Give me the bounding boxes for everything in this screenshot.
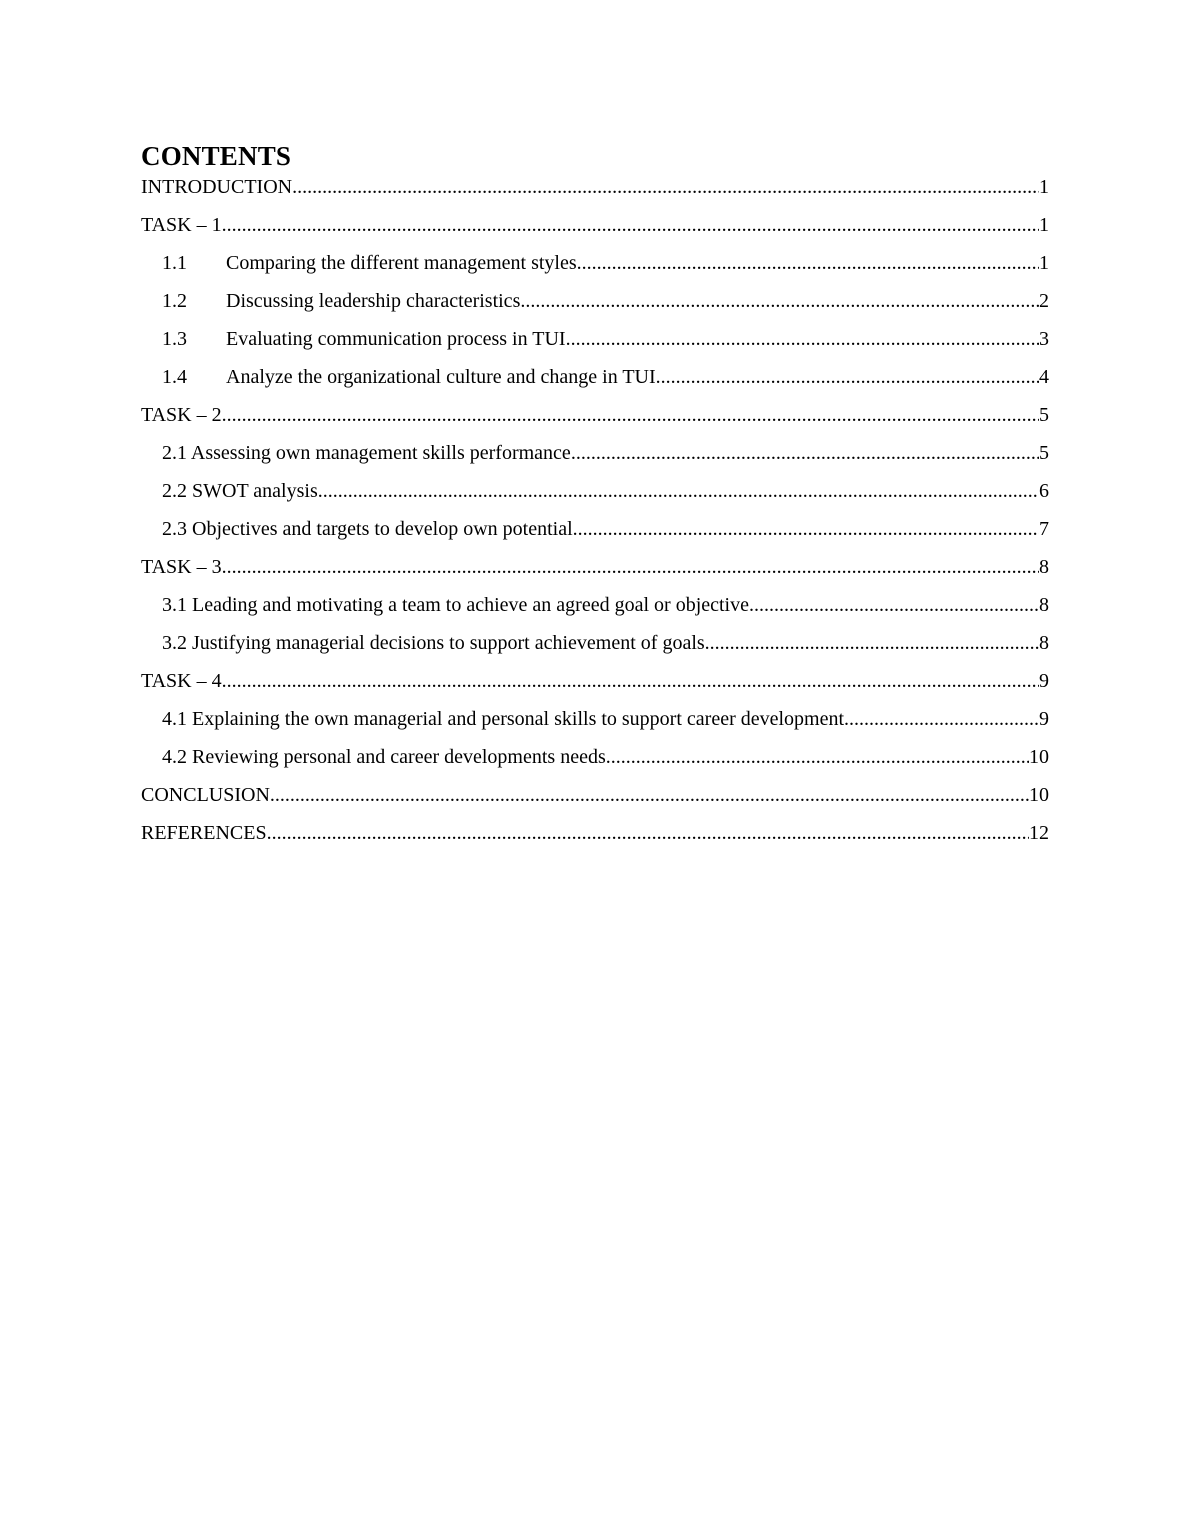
toc-entry-1-3[interactable] bbox=[141, 326, 1049, 364]
toc-page-number: 8 bbox=[1039, 556, 1049, 578]
toc-entry-text: INTRODUCTION bbox=[141, 176, 293, 198]
toc-entry-introduction[interactable] bbox=[141, 174, 1049, 212]
toc-entry-text: 4.1 Explaining the own managerial and personal skills to support career development bbox=[162, 708, 845, 730]
toc-title: CONTENTS bbox=[141, 141, 292, 171]
toc-entry-text: 2.1 Assessing own management skills performance bbox=[162, 442, 571, 464]
toc-entry-number: 1.3 bbox=[162, 328, 187, 350]
toc-entry-task-3[interactable] bbox=[141, 554, 1049, 592]
toc-dot-leader bbox=[571, 440, 1039, 466]
toc-entry-4-2[interactable] bbox=[141, 744, 1049, 782]
toc-entry-number: 1.1 bbox=[162, 252, 187, 274]
toc-dot-leader bbox=[222, 212, 1039, 238]
toc-page-number: 8 bbox=[1039, 632, 1049, 654]
toc-dot-leader bbox=[656, 364, 1039, 390]
toc-dot-leader bbox=[844, 706, 1039, 732]
toc-page-number: 5 bbox=[1039, 442, 1049, 464]
toc-dot-leader bbox=[222, 402, 1039, 428]
toc-dot-leader bbox=[270, 782, 1029, 808]
toc-entry-1-4[interactable] bbox=[141, 364, 1049, 402]
toc-dot-leader bbox=[292, 174, 1039, 200]
toc-dot-leader bbox=[222, 554, 1039, 580]
toc-entry-text: 3.2 Justifying managerial decisions to support achievement of goals bbox=[162, 632, 705, 654]
toc-entry-1-1[interactable] bbox=[141, 250, 1049, 288]
toc-entry-text: 3.1 Leading and motivating a team to achieve an agreed goal or objective bbox=[162, 594, 749, 616]
toc-entry-4-1[interactable] bbox=[141, 706, 1049, 744]
table-of-contents bbox=[141, 140, 1049, 858]
toc-entry-task-4[interactable] bbox=[141, 668, 1049, 706]
toc-entry-text: Comparing the different management styles bbox=[226, 252, 577, 274]
toc-page-number: 10 bbox=[1029, 784, 1049, 806]
toc-entry-text: TASK – 2 bbox=[141, 404, 222, 426]
toc-dot-leader bbox=[318, 478, 1039, 504]
toc-page-number: 8 bbox=[1039, 594, 1049, 616]
toc-page-number: 6 bbox=[1039, 480, 1049, 502]
toc-entry-task-2[interactable] bbox=[141, 402, 1049, 440]
toc-entry-text: 2.2 SWOT analysis bbox=[162, 480, 318, 502]
toc-dot-leader bbox=[222, 668, 1039, 694]
toc-entry-1-2[interactable] bbox=[141, 288, 1049, 326]
toc-entry-text: Analyze the organizational culture and change in TUI bbox=[226, 366, 656, 388]
toc-dot-leader bbox=[749, 592, 1039, 618]
toc-entry-number: 1.4 bbox=[162, 366, 187, 388]
toc-dot-leader bbox=[705, 630, 1039, 656]
toc-page-number: 9 bbox=[1039, 670, 1049, 692]
toc-page-number: 5 bbox=[1039, 404, 1049, 426]
toc-entry-text: CONCLUSION bbox=[141, 784, 270, 806]
toc-dot-leader bbox=[573, 516, 1039, 542]
toc-entry-task-1[interactable] bbox=[141, 212, 1049, 250]
toc-entry-references[interactable] bbox=[141, 820, 1049, 858]
toc-dot-leader bbox=[606, 744, 1029, 770]
toc-dot-leader bbox=[577, 250, 1039, 276]
toc-entry-2-2[interactable] bbox=[141, 478, 1049, 516]
toc-dot-leader bbox=[267, 820, 1029, 846]
toc-page-number: 2 bbox=[1039, 290, 1049, 312]
toc-page-number: 1 bbox=[1039, 214, 1049, 236]
toc-page-number: 12 bbox=[1029, 822, 1049, 844]
toc-page-number: 7 bbox=[1039, 518, 1049, 540]
toc-page-number: 1 bbox=[1039, 252, 1049, 274]
toc-entry-text: 2.3 Objectives and targets to develop own potential bbox=[162, 518, 573, 540]
toc-entry-text: TASK – 4 bbox=[141, 670, 222, 692]
toc-entry-text: REFERENCES bbox=[141, 822, 267, 844]
toc-entry-number: 1.2 bbox=[162, 290, 187, 312]
toc-entry-text: Discussing leadership characteristics bbox=[226, 290, 521, 312]
toc-dot-leader bbox=[566, 326, 1039, 352]
toc-entry-text: TASK – 3 bbox=[141, 556, 222, 578]
toc-page-number: 9 bbox=[1039, 708, 1049, 730]
toc-entry-2-3[interactable] bbox=[141, 516, 1049, 554]
toc-page-number: 4 bbox=[1039, 366, 1049, 388]
toc-entry-3-2[interactable] bbox=[141, 630, 1049, 668]
toc-entry-text: TASK – 1 bbox=[141, 214, 222, 236]
toc-entry-2-1[interactable] bbox=[141, 440, 1049, 478]
toc-dot-leader bbox=[520, 288, 1039, 314]
toc-entry-text: 4.2 Reviewing personal and career developments needs bbox=[162, 746, 606, 768]
toc-entry-3-1[interactable] bbox=[141, 592, 1049, 630]
toc-entry-conclusion[interactable] bbox=[141, 782, 1049, 820]
toc-page-number: 1 bbox=[1039, 176, 1049, 198]
toc-entry-text: Evaluating communication process in TUI bbox=[226, 328, 566, 350]
toc-page-number: 3 bbox=[1039, 328, 1049, 350]
toc-list bbox=[141, 174, 1049, 858]
toc-page-number: 10 bbox=[1029, 746, 1049, 768]
